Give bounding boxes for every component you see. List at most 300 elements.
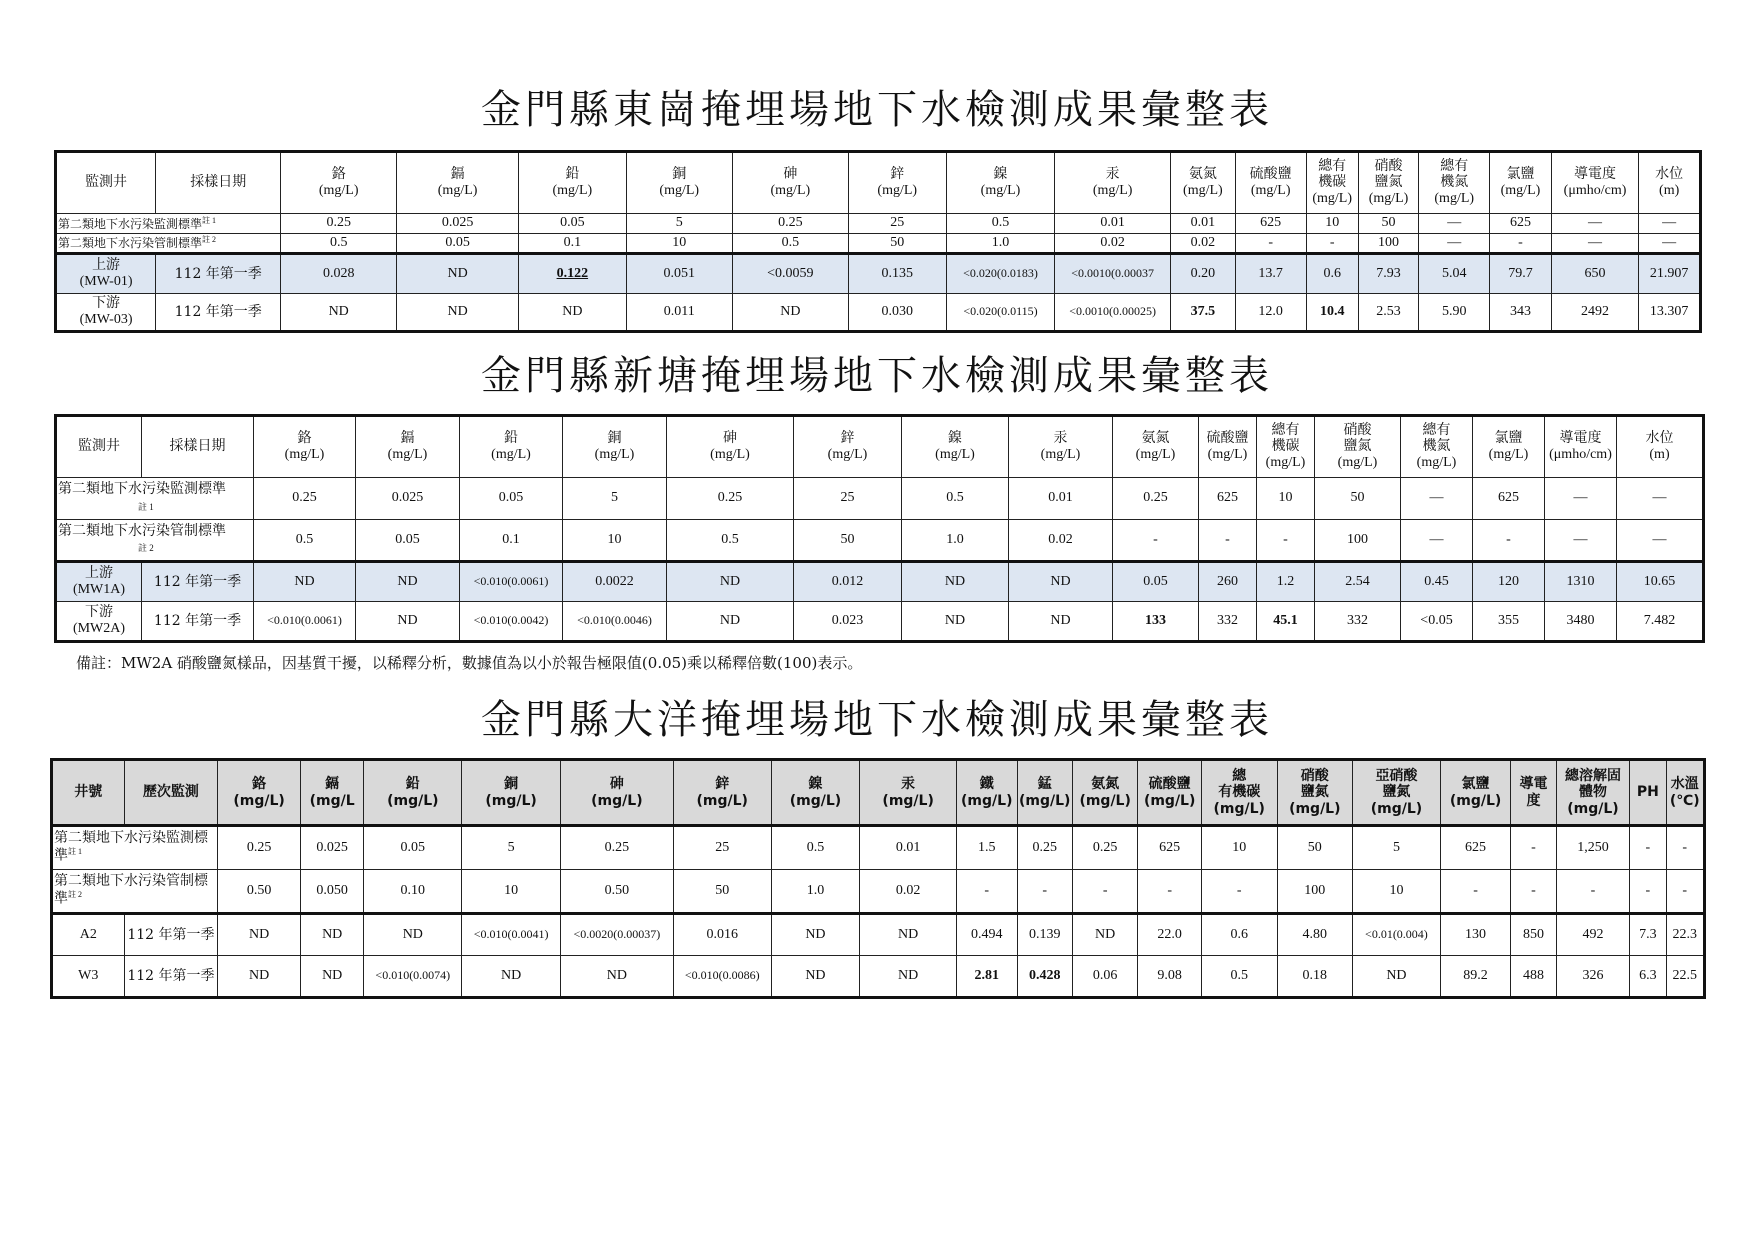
- column-header: 氨氮 (mg/L): [1171, 152, 1236, 214]
- column-header: 硝酸 鹽氮 (mg/L): [1277, 760, 1353, 826]
- cell-value: 22.5: [1666, 956, 1704, 998]
- std2-value: —: [1639, 234, 1701, 254]
- column-header: 鉻 (mg/L): [281, 152, 397, 214]
- std1-value: —: [1551, 214, 1639, 234]
- std2-value: 0.02: [1009, 520, 1113, 562]
- cell-value: 1.2: [1257, 562, 1315, 602]
- std2-label: 第二類地下水污染管制標準 註 2: [56, 520, 254, 562]
- std2-value: 100: [1358, 234, 1419, 254]
- cell-value: 22.3: [1666, 914, 1704, 956]
- cell-value: 0.428: [1017, 956, 1072, 998]
- table-donggang: [54, 150, 1702, 333]
- column-header: 鎘 (mg/L: [300, 760, 363, 826]
- cell-value: ND: [732, 294, 848, 332]
- cell-value: <0.010(0.0061): [254, 602, 356, 642]
- std1-value: 50: [1358, 214, 1419, 234]
- std2-value: —: [1401, 520, 1473, 562]
- cell-value: 3480: [1545, 602, 1617, 642]
- cell-value: ND: [1353, 956, 1441, 998]
- cell-value: ND: [356, 602, 460, 642]
- cell-value: 0.011: [626, 294, 732, 332]
- sample-date: 112 年第一季: [142, 602, 254, 642]
- std1-value: 0.25: [667, 478, 794, 520]
- std1-value: 0.5: [946, 214, 1054, 234]
- std1-value: 50: [1315, 478, 1401, 520]
- cell-value: 0.45: [1401, 562, 1473, 602]
- cell-value: ND: [218, 914, 301, 956]
- column-header: 汞 (mg/L): [860, 760, 957, 826]
- column-header: 氨氮 (mg/L): [1072, 760, 1138, 826]
- column-header: 監測井: [56, 152, 156, 214]
- cell-value: ND: [560, 956, 673, 998]
- std2-value: -: [1199, 520, 1257, 562]
- cell-value: 0.06: [1072, 956, 1138, 998]
- std2-row: [56, 520, 1704, 562]
- cell-value: 2.54: [1315, 562, 1401, 602]
- cell-value: <0.020(0.0183): [946, 254, 1054, 294]
- cell-value: 37.5: [1171, 294, 1236, 332]
- cell-value: 332: [1199, 602, 1257, 642]
- column-header: 銅 (mg/L): [563, 416, 667, 478]
- cell-value: ND: [519, 294, 626, 332]
- column-header: 鉛 (mg/L): [519, 152, 626, 214]
- std2-value: 0.10: [364, 870, 462, 914]
- column-header: 總有 機碳 (mg/L): [1306, 152, 1358, 214]
- cell-value: ND: [397, 254, 519, 294]
- sample-date: 112 年第一季: [156, 294, 281, 332]
- std2-value: 0.1: [519, 234, 626, 254]
- cell-value: 0.135: [848, 254, 946, 294]
- std1-value: 625: [1235, 214, 1306, 234]
- cell-value: 130: [1440, 914, 1511, 956]
- cell-value: <0.010(0.0074): [364, 956, 462, 998]
- column-header: 硫酸鹽 (mg/L): [1199, 416, 1257, 478]
- cell-value: 355: [1473, 602, 1545, 642]
- std2-value: 10: [1353, 870, 1441, 914]
- column-header: 砷 (mg/L): [732, 152, 848, 214]
- std2-value: 50: [848, 234, 946, 254]
- cell-value: ND: [281, 294, 397, 332]
- cell-value: ND: [860, 956, 957, 998]
- well-id: 下游 (MW-03): [56, 294, 156, 332]
- std1-value: 0.25: [1017, 826, 1072, 870]
- table-row: [56, 562, 1704, 602]
- cell-value: ND: [462, 956, 561, 998]
- std2-value: 10: [563, 520, 667, 562]
- header-row: [56, 416, 1704, 478]
- cell-value: 5.04: [1419, 254, 1490, 294]
- cell-value: ND: [1072, 914, 1138, 956]
- cell-value: 650: [1551, 254, 1639, 294]
- table-row: [56, 602, 1704, 642]
- column-header: 採樣日期: [142, 416, 254, 478]
- cell-value: 0.05: [1113, 562, 1199, 602]
- cell-value: 0.051: [626, 254, 732, 294]
- well-id: W3: [52, 956, 125, 998]
- std1-row: [56, 478, 1704, 520]
- column-header: 總溶解固 體物 (mg/L): [1556, 760, 1630, 826]
- cell-value: 343: [1490, 294, 1552, 332]
- std1-value: 625: [1473, 478, 1545, 520]
- cell-value: 22.0: [1138, 914, 1201, 956]
- cell-value: 10.65: [1617, 562, 1704, 602]
- std1-value: 0.025: [356, 478, 460, 520]
- std1-value: 0.01: [1171, 214, 1236, 234]
- cell-value: <0.05: [1401, 602, 1473, 642]
- std2-value: 10: [462, 870, 561, 914]
- std2-value: -: [1235, 234, 1306, 254]
- std2-value: 0.02: [860, 870, 957, 914]
- cell-value: 0.139: [1017, 914, 1072, 956]
- sample-date: 112 年第一季: [142, 562, 254, 602]
- cell-value: 7.3: [1630, 914, 1666, 956]
- title-xintang: 金門縣新塘掩埋場地下水檢測成果彙整表: [481, 353, 1273, 399]
- std1-value: 5: [563, 478, 667, 520]
- cell-value: 0.012: [794, 562, 902, 602]
- std2-row: [56, 234, 1701, 254]
- table-row: [52, 956, 1705, 998]
- column-header: 鉻 (mg/L): [218, 760, 301, 826]
- cell-value: 0.5: [1201, 956, 1277, 998]
- std2-value: 50: [794, 520, 902, 562]
- cell-value: ND: [300, 956, 363, 998]
- std2-value: -: [1440, 870, 1511, 914]
- column-header: 鎳 (mg/L): [771, 760, 860, 826]
- cell-value: 850: [1511, 914, 1556, 956]
- cell-value: 332: [1315, 602, 1401, 642]
- cell-value: 79.7: [1490, 254, 1552, 294]
- cell-value: 13.7: [1235, 254, 1306, 294]
- well-id: 下游 (MW2A): [56, 602, 142, 642]
- std1-value: 0.5: [902, 478, 1009, 520]
- cell-value: 0.18: [1277, 956, 1353, 998]
- std1-value: 25: [673, 826, 771, 870]
- std1-value: 0.025: [300, 826, 363, 870]
- cell-value: ND: [300, 914, 363, 956]
- std2-value: 100: [1277, 870, 1353, 914]
- std2-value: -: [1666, 870, 1704, 914]
- column-header: 採樣日期: [156, 152, 281, 214]
- std2-value: —: [1551, 234, 1639, 254]
- cell-value: <0.0010(0.00037: [1055, 254, 1171, 294]
- column-header: 導電度 (μmho/cm): [1545, 416, 1617, 478]
- cell-value: 260: [1199, 562, 1257, 602]
- std2-value: -: [1113, 520, 1199, 562]
- std1-value: 0.25: [560, 826, 673, 870]
- cell-value: ND: [771, 914, 860, 956]
- cell-value: ND: [667, 562, 794, 602]
- cell-value: <0.020(0.0115): [946, 294, 1054, 332]
- std2-value: 0.5: [732, 234, 848, 254]
- cell-value: 1310: [1545, 562, 1617, 602]
- cell-value: 133: [1113, 602, 1199, 642]
- table-dayang: [50, 758, 1706, 999]
- std2-value: 0.5: [667, 520, 794, 562]
- cell-value: 89.2: [1440, 956, 1511, 998]
- std1-row: [56, 214, 1701, 234]
- std1-value: 1.5: [957, 826, 1017, 870]
- std1-value: 1,250: [1556, 826, 1630, 870]
- column-header: 歷次監測: [124, 760, 218, 826]
- std2-value: 1.0: [902, 520, 1009, 562]
- std1-value: 5: [1353, 826, 1441, 870]
- std1-value: 10: [1257, 478, 1315, 520]
- column-header: 錳 (mg/L): [1017, 760, 1072, 826]
- column-header: 鎘 (mg/L): [356, 416, 460, 478]
- cell-value: 0.0022: [563, 562, 667, 602]
- std1-value: 50: [1277, 826, 1353, 870]
- column-header: 氯鹽 (mg/L): [1440, 760, 1511, 826]
- cell-value: 2.81: [957, 956, 1017, 998]
- cell-value: 9.08: [1138, 956, 1201, 998]
- cell-value: 488: [1511, 956, 1556, 998]
- std1-value: —: [1639, 214, 1701, 234]
- std1-value: 0.25: [218, 826, 301, 870]
- cell-value: 492: [1556, 914, 1630, 956]
- std2-value: 0.50: [560, 870, 673, 914]
- column-header: 鋅 (mg/L): [848, 152, 946, 214]
- column-header: 銅 (mg/L): [626, 152, 732, 214]
- std1-value: 625: [1199, 478, 1257, 520]
- table-row: [56, 254, 1701, 294]
- cell-value: 0.6: [1201, 914, 1277, 956]
- cell-value: <0.010(0.0041): [462, 914, 561, 956]
- cell-value: ND: [902, 602, 1009, 642]
- footnote: 備註：MW2A 硝酸鹽氮樣品，因基質干擾，以稀釋分析，數據值為以小於報告極限值(0.05)乘以稀釋倍數(100)表示。: [76, 654, 863, 672]
- std1-value: -: [1511, 826, 1556, 870]
- std1-value: 0.025: [397, 214, 519, 234]
- cell-value: 326: [1556, 956, 1630, 998]
- std2-value: 0.5: [281, 234, 397, 254]
- cell-value: 5.90: [1419, 294, 1490, 332]
- std1-value: 25: [794, 478, 902, 520]
- std2-value: -: [957, 870, 1017, 914]
- cell-value: ND: [397, 294, 519, 332]
- std2-value: -: [1257, 520, 1315, 562]
- well-id: 上游 (MW-01): [56, 254, 156, 294]
- cell-value: <0.01(0.004): [1353, 914, 1441, 956]
- std1-value: 0.01: [1009, 478, 1113, 520]
- std1-value: 625: [1440, 826, 1511, 870]
- cell-value: <0.0059: [732, 254, 848, 294]
- column-header: 鎳 (mg/L): [902, 416, 1009, 478]
- table-xintang: [54, 414, 1705, 643]
- cell-value: ND: [364, 914, 462, 956]
- column-header: 鋅 (mg/L): [794, 416, 902, 478]
- std1-value: 10: [1201, 826, 1277, 870]
- column-header: 氯鹽 (mg/L): [1473, 416, 1545, 478]
- cell-value: 2492: [1551, 294, 1639, 332]
- std2-value: 1.0: [946, 234, 1054, 254]
- column-header: 總有 機碳 (mg/L): [1257, 416, 1315, 478]
- sample-date: 112 年第一季: [124, 914, 218, 956]
- cell-value: <0.010(0.0046): [563, 602, 667, 642]
- std1-label: 第二類地下水污染監測標準 註 1: [56, 478, 254, 520]
- table-row: [52, 914, 1705, 956]
- cell-value: 4.80: [1277, 914, 1353, 956]
- std1-value: 5: [626, 214, 732, 234]
- sample-date: 112 年第一季: [124, 956, 218, 998]
- cell-value: 0.028: [281, 254, 397, 294]
- column-header: 鐵 (mg/L): [957, 760, 1017, 826]
- std1-value: 5: [462, 826, 561, 870]
- column-header: 汞 (mg/L): [1009, 416, 1113, 478]
- cell-value: 0.6: [1306, 254, 1358, 294]
- well-id: A2: [52, 914, 125, 956]
- std2-value: -: [1490, 234, 1552, 254]
- std1-value: 0.25: [1072, 826, 1138, 870]
- std2-value: —: [1545, 520, 1617, 562]
- header-row: [56, 152, 1701, 214]
- cell-value: <0.0020(0.00037): [560, 914, 673, 956]
- std2-row: [52, 870, 1705, 914]
- std2-value: 0.50: [218, 870, 301, 914]
- column-header: 監測井: [56, 416, 142, 478]
- column-header: 水位 (m): [1617, 416, 1704, 478]
- std2-value: 50: [673, 870, 771, 914]
- column-header: 亞硝酸 鹽氮 (mg/L): [1353, 760, 1441, 826]
- std1-value: 0.05: [364, 826, 462, 870]
- std1-value: -: [1630, 826, 1666, 870]
- column-header: 硫酸鹽 (mg/L): [1235, 152, 1306, 214]
- column-header: 導電 度: [1511, 760, 1556, 826]
- header-row: [52, 760, 1705, 826]
- std1-value: 10: [1306, 214, 1358, 234]
- cell-value: <0.010(0.0086): [673, 956, 771, 998]
- std1-value: 0.5: [771, 826, 860, 870]
- std2-label: 第二類地下水污染管制標準$^{註 2}$: [56, 234, 281, 254]
- column-header: 鎘 (mg/L): [397, 152, 519, 214]
- std2-value: -: [1473, 520, 1545, 562]
- column-header: 導電度 (μmho/cm): [1551, 152, 1639, 214]
- column-header: 鋅 (mg/L): [673, 760, 771, 826]
- std2-value: 10: [626, 234, 732, 254]
- column-header: 砷 (mg/L): [560, 760, 673, 826]
- table-row: [56, 294, 1701, 332]
- cell-value: 21.907: [1639, 254, 1701, 294]
- cell-value: 0.494: [957, 914, 1017, 956]
- std1-label: 第二類地下水污染監測標準$^{註 1}$: [52, 826, 218, 870]
- std1-value: —: [1545, 478, 1617, 520]
- std2-value: 0.05: [356, 520, 460, 562]
- column-header: 硝酸 鹽氮 (mg/L): [1315, 416, 1401, 478]
- cell-value: 7.482: [1617, 602, 1704, 642]
- cell-value: <0.0010(0.00025): [1055, 294, 1171, 332]
- std2-value: -: [1556, 870, 1630, 914]
- column-header: 汞 (mg/L): [1055, 152, 1171, 214]
- std2-value: -: [1072, 870, 1138, 914]
- cell-value: 0.122: [519, 254, 626, 294]
- cell-value: ND: [667, 602, 794, 642]
- std1-value: 625: [1490, 214, 1552, 234]
- std1-value: 0.25: [254, 478, 356, 520]
- cell-value: ND: [218, 956, 301, 998]
- cell-value: ND: [1009, 562, 1113, 602]
- cell-value: 120: [1473, 562, 1545, 602]
- column-header: 總有 機氮 (mg/L): [1401, 416, 1473, 478]
- std2-value: -: [1201, 870, 1277, 914]
- std1-label: 第二類地下水污染監測標準$^{註 1}$: [56, 214, 281, 234]
- cell-value: ND: [1009, 602, 1113, 642]
- cell-value: ND: [254, 562, 356, 602]
- cell-value: 6.3: [1630, 956, 1666, 998]
- cell-value: ND: [902, 562, 1009, 602]
- std2-value: -: [1306, 234, 1358, 254]
- std1-value: 0.05: [460, 478, 563, 520]
- column-header: 氨氮 (mg/L): [1113, 416, 1199, 478]
- cell-value: 12.0: [1235, 294, 1306, 332]
- cell-value: 45.1: [1257, 602, 1315, 642]
- std2-value: 100: [1315, 520, 1401, 562]
- column-header: 砷 (mg/L): [667, 416, 794, 478]
- column-header: 氯鹽 (mg/L): [1490, 152, 1552, 214]
- std2-value: 0.02: [1171, 234, 1236, 254]
- std2-value: -: [1017, 870, 1072, 914]
- std2-value: 0.02: [1055, 234, 1171, 254]
- std2-value: -: [1138, 870, 1201, 914]
- cell-value: 7.93: [1358, 254, 1419, 294]
- std2-value: 1.0: [771, 870, 860, 914]
- column-header: PH: [1630, 760, 1666, 826]
- std2-value: —: [1617, 520, 1704, 562]
- std1-value: —: [1617, 478, 1704, 520]
- std2-label: 第二類地下水污染管制標準$^{註 2}$: [52, 870, 218, 914]
- std1-value: —: [1401, 478, 1473, 520]
- column-header: 鎳 (mg/L): [946, 152, 1054, 214]
- std1-value: 0.05: [519, 214, 626, 234]
- cell-value: ND: [860, 914, 957, 956]
- title-dayang: 金門縣大洋掩埋場地下水檢測成果彙整表: [481, 697, 1273, 743]
- std1-value: 0.25: [281, 214, 397, 234]
- std2-value: 0.050: [300, 870, 363, 914]
- cell-value: 0.20: [1171, 254, 1236, 294]
- column-header: 水位 (m): [1639, 152, 1701, 214]
- std1-value: -: [1666, 826, 1704, 870]
- std1-value: 0.01: [860, 826, 957, 870]
- column-header: 井號: [52, 760, 125, 826]
- std1-value: 0.25: [732, 214, 848, 234]
- std2-value: 0.05: [397, 234, 519, 254]
- column-header: 總 有機碳 (mg/L): [1201, 760, 1277, 826]
- std2-value: 0.1: [460, 520, 563, 562]
- std1-value: 0.25: [1113, 478, 1199, 520]
- std2-value: -: [1630, 870, 1666, 914]
- column-header: 銅 (mg/L): [462, 760, 561, 826]
- std1-row: [52, 826, 1705, 870]
- cell-value: 10.4: [1306, 294, 1358, 332]
- column-header: 水溫 (℃): [1666, 760, 1704, 826]
- std1-value: 25: [848, 214, 946, 234]
- cell-value: ND: [356, 562, 460, 602]
- title-donggang: 金門縣東崗掩埋場地下水檢測成果彙整表: [481, 87, 1273, 133]
- cell-value: 2.53: [1358, 294, 1419, 332]
- cell-value: 0.016: [673, 914, 771, 956]
- std2-value: 0.5: [254, 520, 356, 562]
- std1-value: 625: [1138, 826, 1201, 870]
- std2-value: —: [1419, 234, 1490, 254]
- cell-value: 0.023: [794, 602, 902, 642]
- cell-value: 0.030: [848, 294, 946, 332]
- cell-value: <0.010(0.0042): [460, 602, 563, 642]
- std2-value: -: [1511, 870, 1556, 914]
- column-header: 硫酸鹽 (mg/L): [1138, 760, 1201, 826]
- column-header: 總有 機氮 (mg/L): [1419, 152, 1490, 214]
- column-header: 硝酸 鹽氮 (mg/L): [1358, 152, 1419, 214]
- column-header: 鉻 (mg/L): [254, 416, 356, 478]
- column-header: 鉛 (mg/L): [364, 760, 462, 826]
- cell-value: ND: [771, 956, 860, 998]
- cell-value: 13.307: [1639, 294, 1701, 332]
